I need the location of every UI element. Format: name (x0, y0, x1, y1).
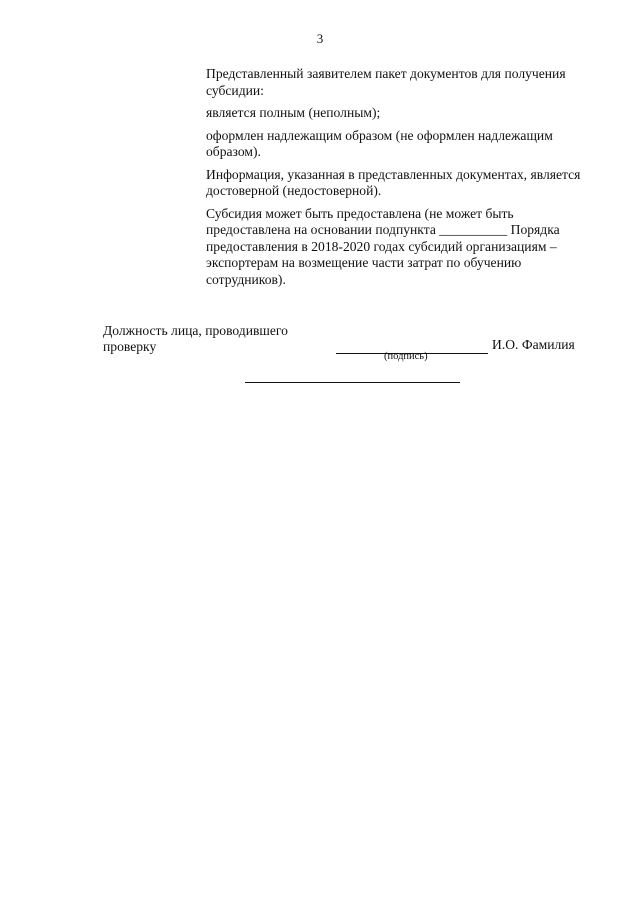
paragraph-subsidy-decision: Субсидия может быть предоставлена (не может быть предоставлена на основании подпункта __________ Порядка предоставления в 2018-2020 годах субсидий организациям – экспортерам на возмещение части затрат по обучению сотрудников). (206, 205, 560, 287)
paragraph-information-validity: Информация, указанная в представленных документах, является достоверной (недостоверной). (206, 166, 581, 198)
document-body (206, 66, 598, 294)
paragraph-document-package: Представленный заявителем пакет документов для получения субсидии: (206, 66, 566, 98)
signer-name: И.О. Фамилия (492, 337, 575, 352)
page-number: 3 (316, 31, 324, 46)
inspector-position-label: Должность лица, проводившего проверку (103, 323, 288, 354)
paragraph-completeness: является полным (неполным); (206, 105, 381, 120)
closing-divider (245, 382, 460, 383)
signature-caption: (подпись) (384, 351, 428, 362)
paragraph-formatting: оформлен надлежащим образом (не оформлен надлежащим образом). (206, 127, 553, 159)
